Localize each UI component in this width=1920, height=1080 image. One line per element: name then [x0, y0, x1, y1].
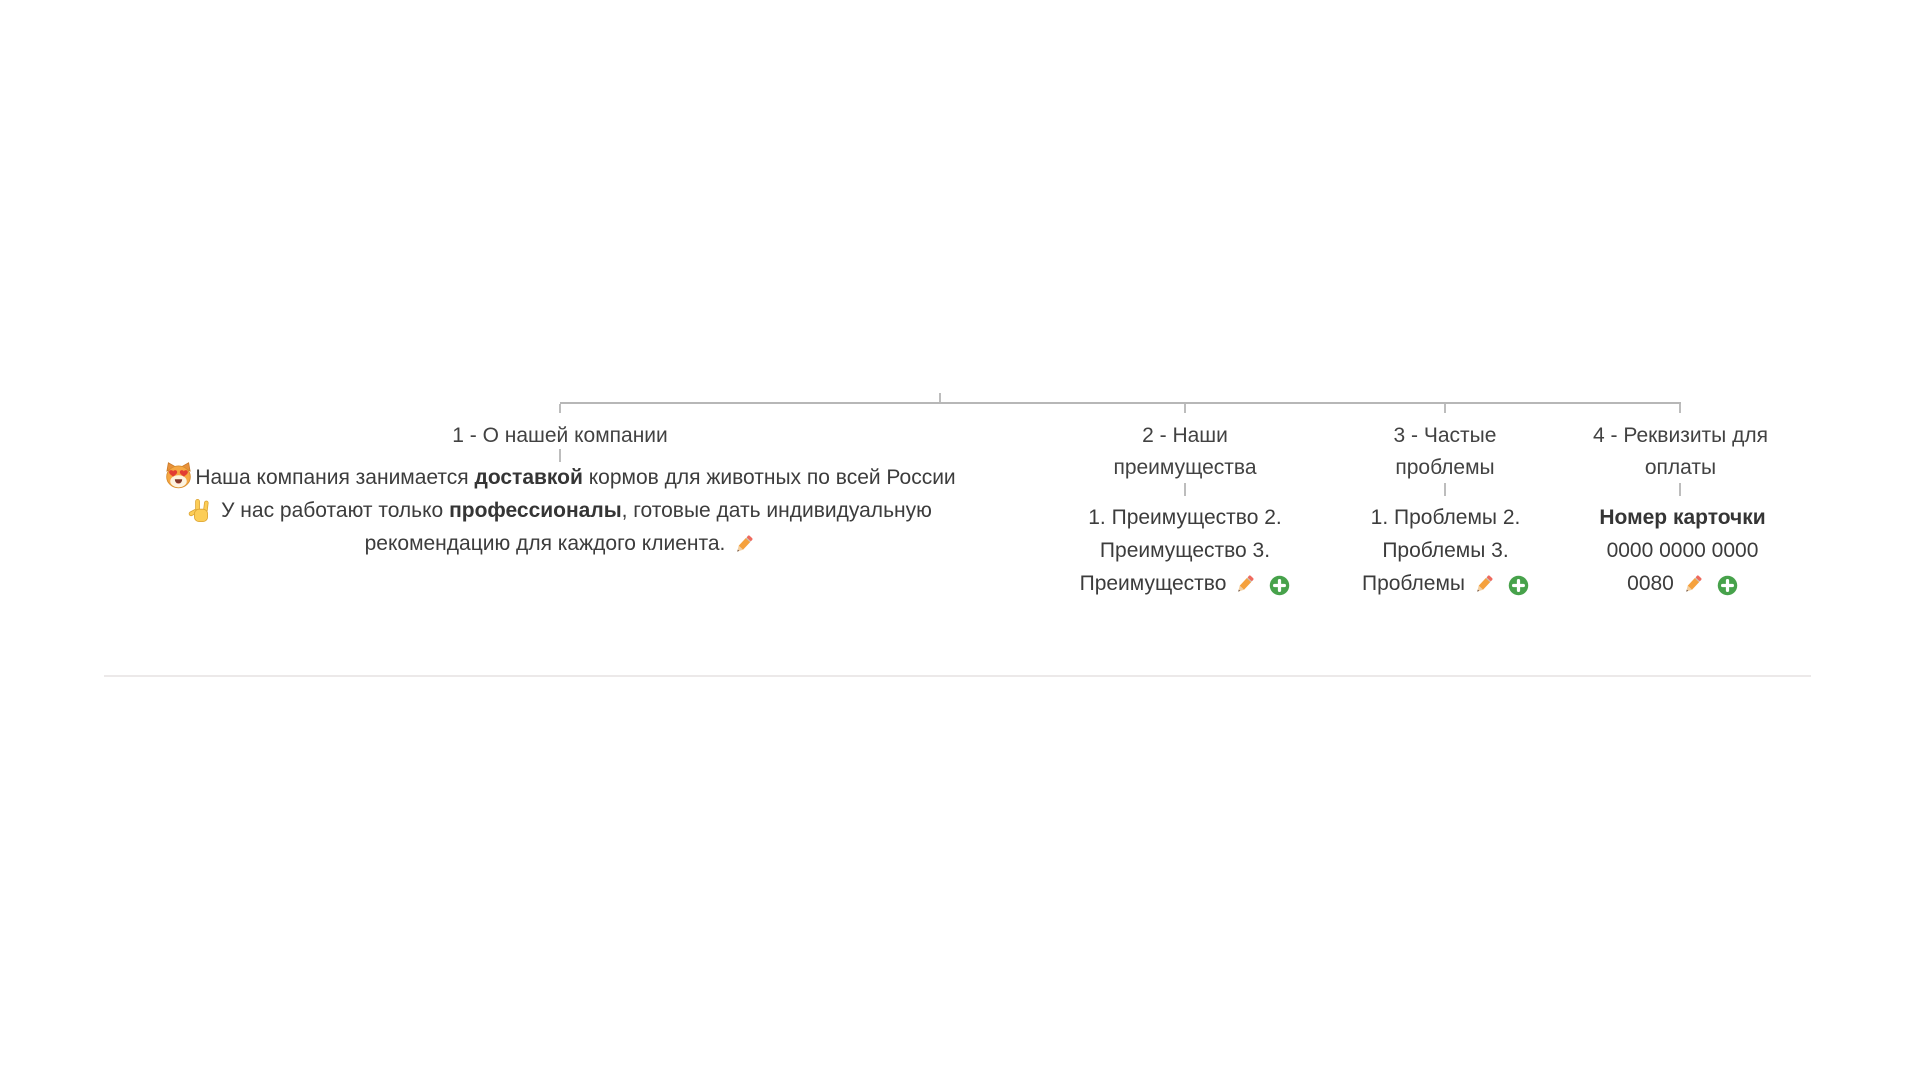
add-button[interactable]	[1508, 575, 1529, 596]
plus-icon	[1717, 575, 1738, 596]
plus-icon	[1269, 575, 1290, 596]
node-message-problems	[1353, 501, 1538, 600]
message-text-segment: кормов для животных по всей России	[582, 466, 956, 489]
love-you-gesture-emoji	[188, 498, 214, 524]
edit-button[interactable]	[1681, 573, 1704, 596]
bottom-divider	[104, 675, 1811, 677]
message-text-segment: 1. Проблемы 2. Проблемы 3. Проблемы	[1361, 506, 1521, 595]
plus-icon	[1508, 575, 1529, 596]
add-button[interactable]	[1717, 575, 1738, 596]
node-title-advantages: 2 - Наши преимущества	[1113, 424, 1257, 479]
message-text-segment: У нас работают только	[221, 499, 450, 522]
edit-button[interactable]	[1472, 573, 1495, 596]
tree-branch-horizontal-line	[560, 402, 1681, 404]
add-button[interactable]	[1269, 575, 1290, 596]
tree-drop-connector-section2	[1184, 404, 1186, 413]
card-number-label: Номер карточки	[1599, 506, 1766, 529]
tree-root-stub-connector	[939, 393, 941, 402]
message-text-segment: рекомендацию для каждого клиента.	[364, 532, 726, 555]
pencil-icon	[732, 533, 755, 556]
node-message-payment-details	[1585, 501, 1780, 600]
pencil-icon	[1472, 573, 1495, 596]
title-body-connector-section3	[1444, 483, 1446, 496]
tree-drop-connector-section3	[1444, 404, 1446, 413]
tree-drop-connector-section1	[559, 404, 561, 413]
pencil-icon	[1233, 573, 1256, 596]
message-text-segment: 1. Преимущество 2. Преимущество 3. Преимущество	[1079, 506, 1282, 595]
node-title-about-company: 1 - О нашей компании	[452, 424, 668, 447]
message-text-segment: Наша компания занимается	[195, 466, 475, 489]
title-body-connector-section4	[1679, 483, 1681, 496]
title-body-connector-section2	[1184, 483, 1186, 496]
smiling-cat-heart-eyes-emoji	[164, 461, 193, 490]
node-title-problems: 3 - Частые проблемы	[1393, 424, 1497, 479]
tree-drop-connector-section4	[1679, 404, 1681, 413]
node-message-advantages	[1075, 501, 1295, 600]
message-text-bold: профессионалы	[449, 499, 622, 522]
node-title-payment-details: 4 - Реквизиты для оплаты	[1593, 424, 1768, 479]
edit-button[interactable]	[732, 533, 755, 556]
smiling-cat-heart-eyes-emoji	[164, 461, 193, 490]
card-number-value: 0000 0000 0000 0080	[1606, 539, 1759, 595]
edit-button[interactable]	[1233, 573, 1256, 596]
pencil-icon	[1681, 573, 1704, 596]
love-you-gesture-emoji	[188, 498, 214, 524]
message-text-segment: , готовые дать индивидуальную	[621, 499, 932, 522]
message-text-bold: доставкой	[474, 466, 583, 489]
node-message-about-company	[85, 461, 1035, 560]
